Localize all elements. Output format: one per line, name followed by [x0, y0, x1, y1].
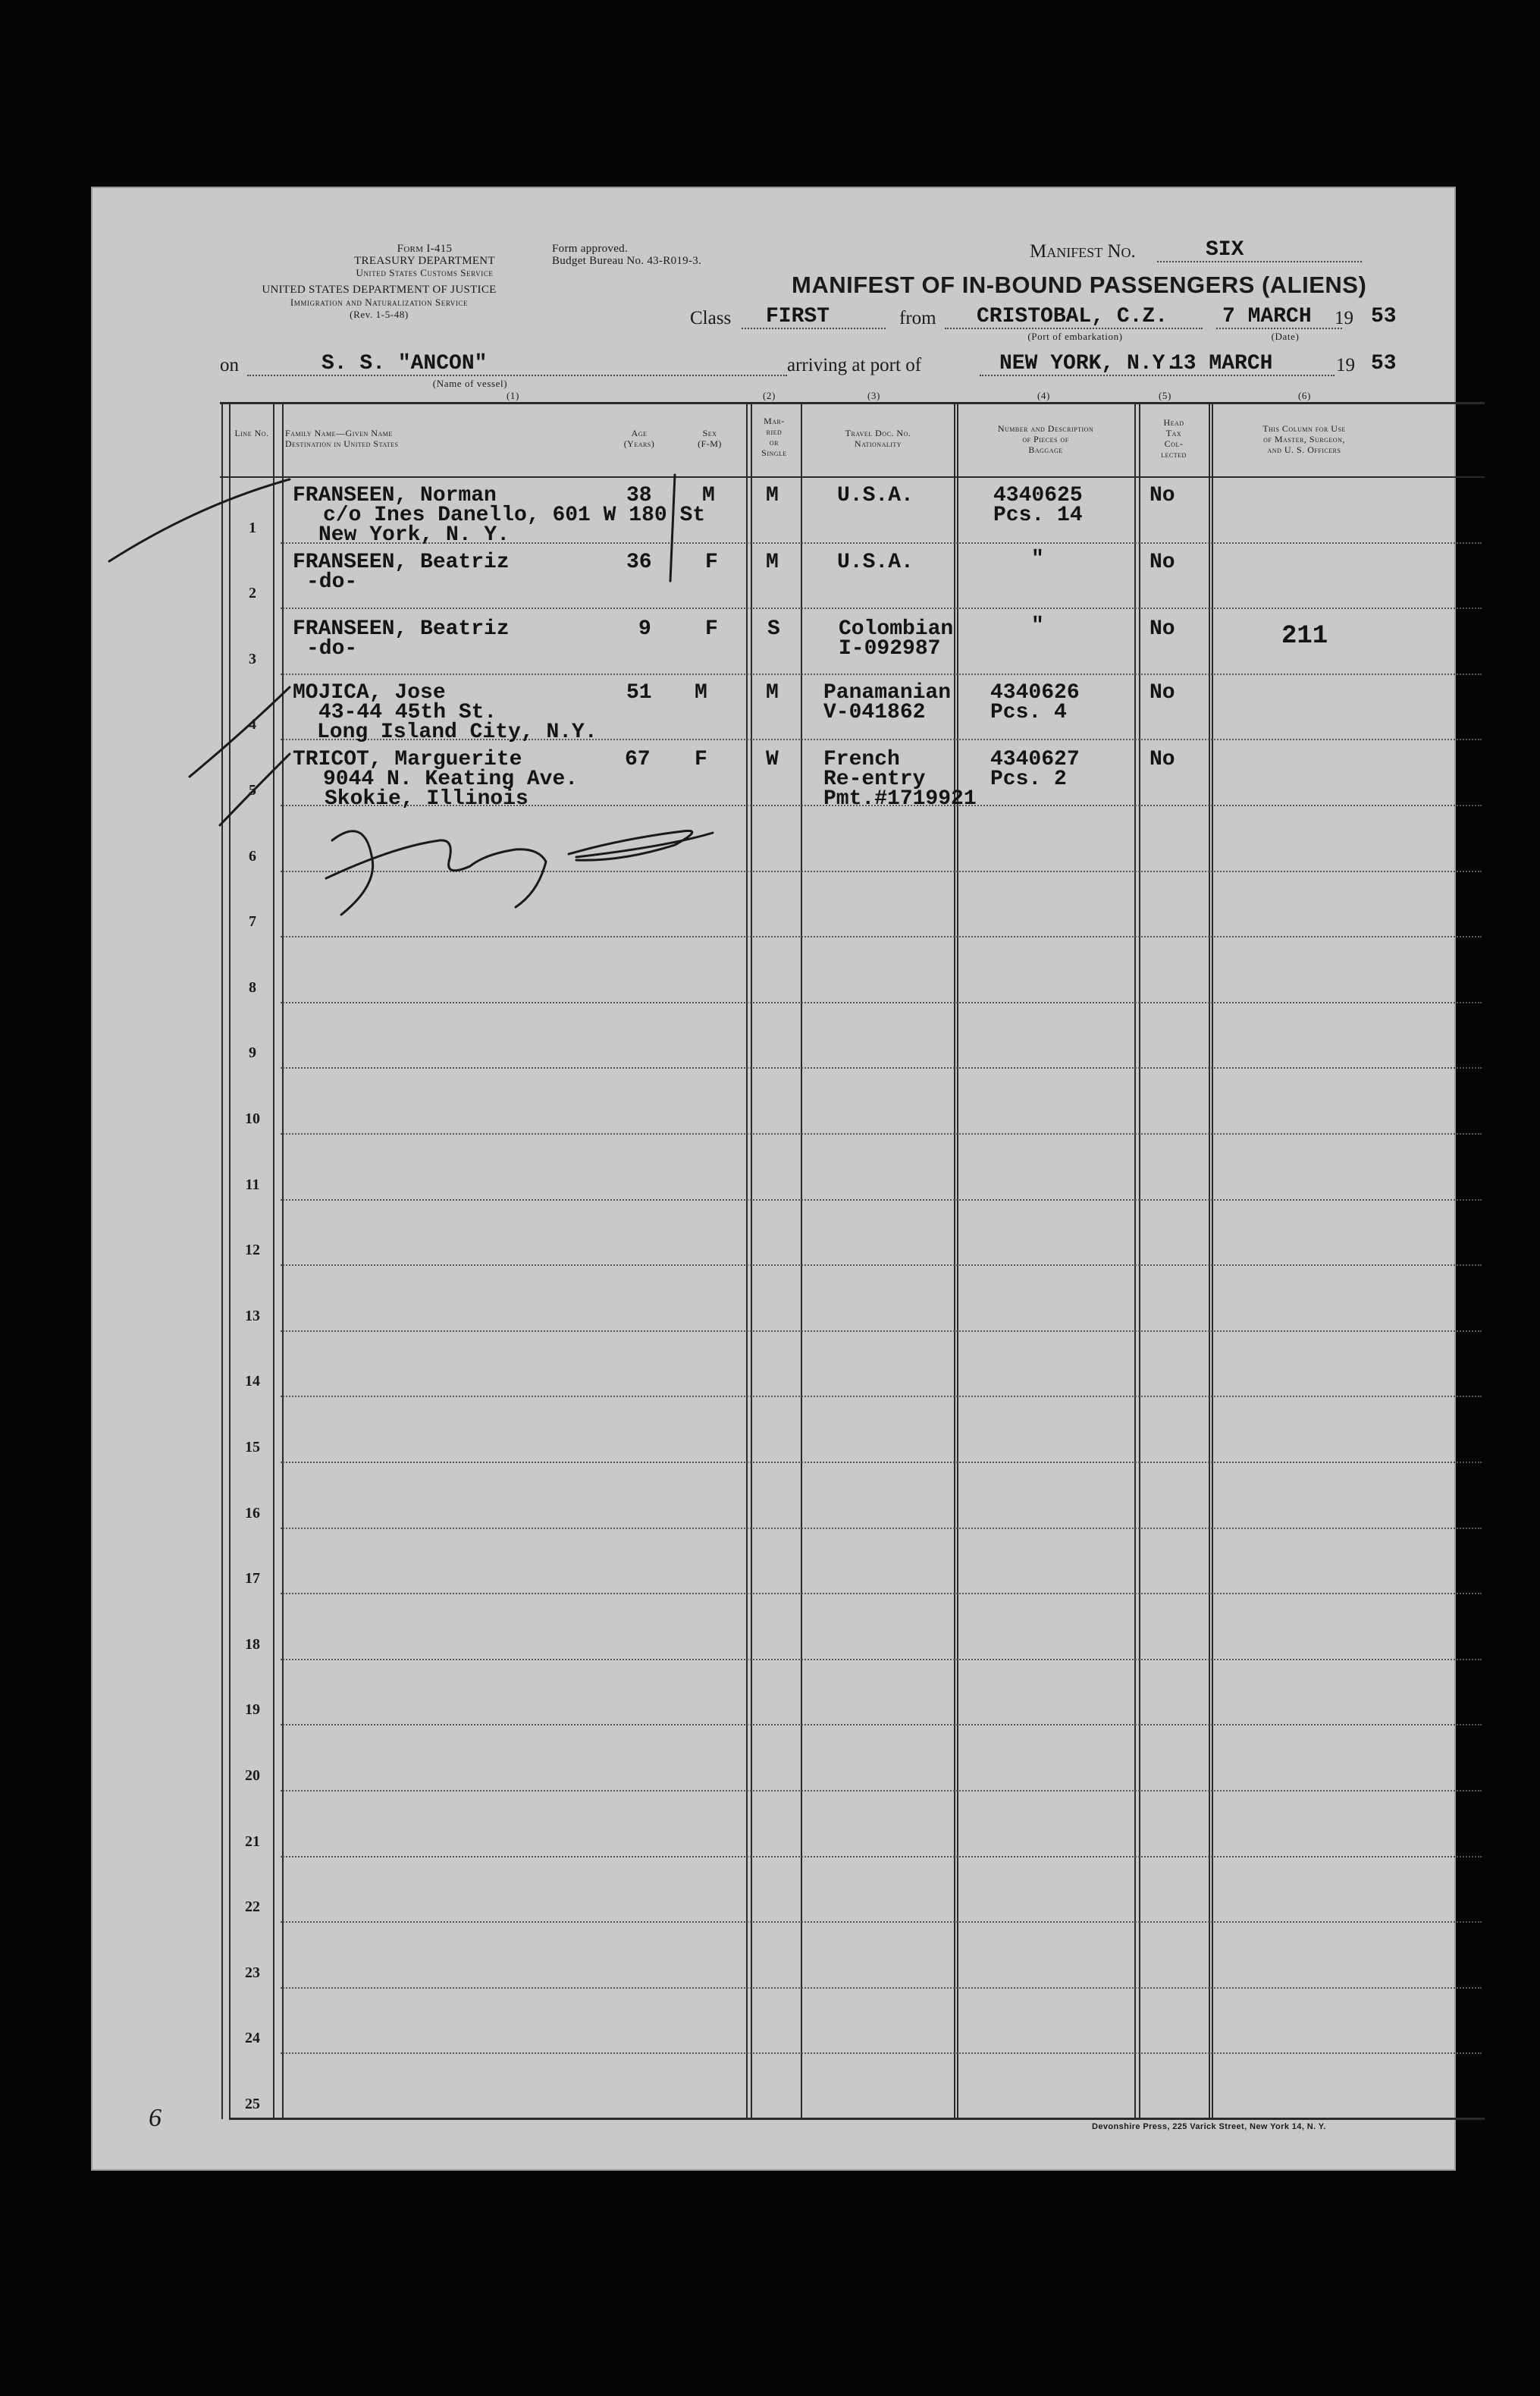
line-number: 22	[245, 1898, 260, 1916]
form-approved: Form approved.	[552, 243, 629, 255]
col-number: (6)	[1298, 390, 1311, 401]
line-number: 8	[249, 978, 256, 996]
col-header-baggage: Number and Description of Pieces of Baggage	[997, 423, 1094, 455]
passenger-marital: M	[766, 551, 779, 574]
passenger-nationality: Colombian	[839, 617, 954, 641]
passenger-name: TRICOT, Marguerite	[293, 748, 522, 771]
vessel-caption: (Name of vessel)	[432, 378, 508, 389]
line-number: 5	[249, 782, 256, 799]
passenger-baggage-ditto: "	[1031, 548, 1044, 571]
line-number: 14	[245, 1373, 260, 1390]
passenger-doc-no: V-041862	[823, 701, 926, 724]
on-label: on	[220, 355, 239, 375]
passenger-head-tax: No	[1150, 617, 1175, 641]
line-number: 16	[245, 1504, 260, 1521]
line-number: 13	[245, 1307, 260, 1324]
treasury-dept: TREASURY DEPARTMENT	[354, 255, 495, 267]
passenger-head-tax: No	[1150, 551, 1175, 574]
form-number: Form I-415	[397, 243, 453, 255]
manifest-label: Manifest No.	[1030, 241, 1136, 262]
col-header-head-tax: Head Tax Col- lected	[1161, 417, 1187, 460]
passenger-baggage-no: 4340626	[990, 681, 1080, 705]
embarkation-year: 53	[1371, 305, 1397, 328]
manifest-sheet	[91, 187, 1456, 2171]
from-label: from	[899, 308, 936, 328]
col-header-married: Mar- ried or Single	[761, 416, 787, 458]
passenger-age: 9	[638, 617, 651, 641]
passenger-doc-type: Re-entry	[823, 768, 926, 791]
line-number: 6	[249, 847, 256, 865]
passenger-sex: F	[695, 748, 707, 771]
passenger-doc-no: I-092987	[839, 637, 941, 661]
line-number: 9	[249, 1044, 256, 1062]
passenger-doc-no: Pmt.#1719921	[823, 787, 977, 811]
handwritten-marks	[91, 187, 1456, 2171]
printer-imprint: Devonshire Press, 225 Varick Street, New York 14, N. Y.	[1092, 2122, 1326, 2131]
passenger-name: FRANSEEN, Beatriz	[293, 617, 510, 641]
line-number: 2	[249, 585, 256, 602]
line-number: 18	[245, 1635, 260, 1653]
passenger-nationality: French	[823, 748, 900, 771]
line-number: 12	[245, 1242, 260, 1259]
date-caption: (Date)	[1271, 331, 1300, 342]
revision: (Rev. 1-5-48)	[350, 309, 409, 320]
budget-bureau: Budget Bureau No. 43-R019-3.	[552, 255, 702, 267]
passenger-age: 67	[625, 748, 651, 771]
passenger-marital: M	[766, 681, 779, 705]
passenger-nationality: U.S.A.	[837, 484, 914, 507]
passenger-baggage-no: 4340625	[993, 484, 1083, 507]
check-mark	[220, 754, 290, 825]
passenger-head-tax: No	[1150, 681, 1175, 705]
arrival-year: 53	[1371, 352, 1397, 375]
passenger-marital: W	[766, 748, 779, 771]
col-number: (2)	[763, 390, 776, 401]
line-number: 20	[245, 1767, 260, 1784]
passenger-destination: -do-	[306, 637, 358, 661]
passenger-nationality: U.S.A.	[837, 551, 914, 574]
passenger-baggage-ditto: "	[1031, 614, 1044, 638]
justice-dept: UNITED STATES DEPARTMENT OF JUSTICE	[262, 284, 497, 296]
line-number: 10	[245, 1110, 260, 1127]
line-number: 15	[245, 1439, 260, 1455]
port-of-embarkation: CRISTOBAL, C.Z.	[977, 305, 1168, 328]
line-number: 24	[245, 2030, 260, 2047]
passenger-nationality: Panamanian	[823, 681, 952, 705]
manifest-number: SIX	[1206, 238, 1244, 262]
line-number: 17	[245, 1570, 260, 1587]
line-number: 21	[245, 1832, 260, 1850]
class-label: Class	[690, 308, 732, 328]
ins-service: Immigration and Naturalization Service	[290, 297, 469, 308]
passenger-name: FRANSEEN, Beatriz	[293, 551, 510, 574]
line-number: 25	[245, 2096, 260, 2112]
passenger-sex: F	[705, 551, 718, 574]
line-number: 4	[249, 716, 256, 733]
arrival-port: NEW YORK, N.Y.	[999, 352, 1178, 375]
passenger-destination: 43-44 45th St.	[318, 701, 497, 724]
col-header-sex: Sex (F-M)	[698, 428, 722, 449]
line-number: 11	[245, 1176, 260, 1193]
passenger-destination: Skokie, Illinois	[325, 787, 528, 811]
passenger-name: FRANSEEN, Norman	[293, 484, 497, 507]
passenger-destination: -do-	[306, 570, 358, 594]
col-number: (4)	[1037, 390, 1050, 401]
vessel-name: S. S. "ANCON"	[321, 352, 488, 375]
class-value: FIRST	[766, 305, 830, 328]
passenger-destination: Long Island City, N.Y.	[317, 721, 597, 744]
line-number: 1	[249, 519, 256, 536]
check-mark	[109, 479, 290, 561]
line-number: 3	[249, 650, 256, 667]
col-header-travel-doc: Travel Doc. No. Nationality	[845, 428, 911, 449]
passenger-destination: c/o Ines Danello, 601 W 180 St	[323, 504, 706, 527]
passenger-sex: M	[702, 484, 715, 507]
col-header-name: Family Name—Given Name Destination in United States	[285, 428, 399, 449]
passenger-destination: New York, N. Y.	[318, 523, 510, 547]
line-number: 7	[249, 913, 256, 931]
passenger-age: 51	[626, 681, 652, 705]
passenger-age: 36	[626, 551, 652, 574]
passenger-sex: M	[695, 681, 707, 705]
col-header-line-no: Line No.	[234, 428, 269, 438]
arriving-label: arriving at port of	[787, 355, 922, 375]
col-number: (1)	[507, 390, 519, 401]
col-number: (3)	[867, 390, 880, 401]
customs-service: United States Customs Service	[356, 267, 494, 278]
year-prefix: 19	[1335, 308, 1353, 328]
col-header-officers: This Column for Use of Master, Surgeon, and U. S. Officers	[1262, 423, 1346, 455]
col-number: (5)	[1159, 390, 1171, 401]
passenger-marital: M	[766, 484, 779, 507]
check-mark	[190, 687, 290, 777]
passenger-head-tax: No	[1150, 748, 1175, 771]
officer-notation: 211	[1281, 622, 1328, 651]
margin-note: 6	[149, 2104, 162, 2132]
passenger-marital: S	[767, 617, 780, 641]
passenger-sex: F	[705, 617, 718, 641]
passenger-age: 38	[626, 484, 652, 507]
passenger-baggage-pieces: Pcs. 14	[993, 504, 1083, 527]
line-number: 23	[245, 1964, 260, 1981]
col-header-age: Age (Years)	[623, 428, 655, 449]
bracket-line	[670, 475, 675, 581]
passenger-baggage-pieces: Pcs. 4	[990, 701, 1067, 724]
arrival-date: 13 MARCH	[1171, 352, 1273, 375]
passenger-destination: 9044 N. Keating Ave.	[323, 768, 579, 791]
embarkation-date: 7 MARCH	[1222, 305, 1312, 328]
page-title: MANIFEST OF IN-BOUND PASSENGERS (ALIENS)	[792, 272, 1367, 298]
port-caption: (Port of embarkation)	[1027, 331, 1123, 342]
year-prefix: 19	[1336, 355, 1355, 375]
passenger-baggage-no: 4340627	[990, 748, 1080, 771]
line-number: 19	[245, 1701, 260, 1719]
passenger-head-tax: No	[1150, 484, 1175, 507]
passenger-name: MOJICA, Jose	[293, 681, 446, 705]
passenger-baggage-pieces: Pcs. 2	[990, 768, 1067, 791]
